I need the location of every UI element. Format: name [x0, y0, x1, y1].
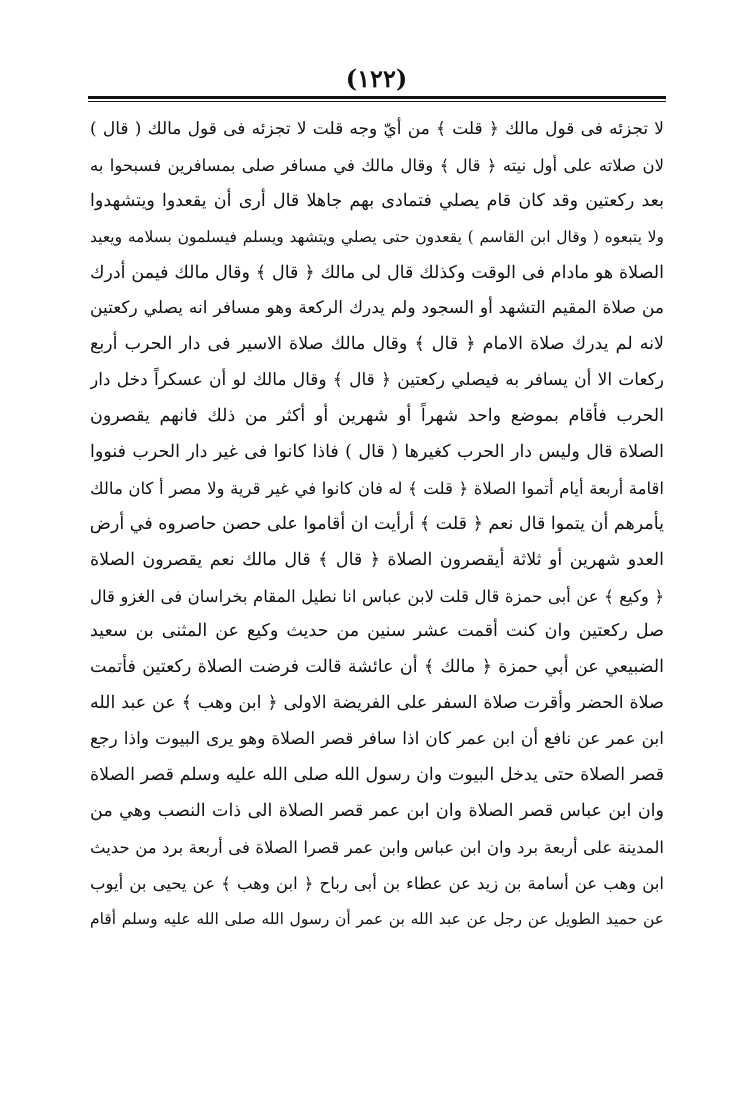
header-rule-thin	[88, 101, 666, 102]
text-line-20: وان ابن عباس قصر الصلاة وان ابن عمر قصر الصلاة الى ذات النصب وهي من	[90, 800, 664, 821]
text-line-18: ابن عمر عن نافع أن ابن عمر كان اذا سافر قصر الصلاة وهو يرى البيوت واذا رجع	[90, 729, 664, 750]
text-line-1: لا تجزئه فى قول مالك ﴿ قلت ﴾ من أيّ وجه قلت لا تجزئه فى قول مالك ( قال )	[90, 119, 664, 139]
text-line-10: الصلاة قال وليس دار الحرب كغيرها ( قال ) فاذا كانوا فى غير دار الحرب فنووا	[90, 442, 664, 463]
text-line-6: من صلاة المقيم التشهد أو السجود ولم يدرك الركعة وهو مسافر انه يصلي ركعتين	[90, 298, 664, 319]
text-line-23: عن حميد الطويل عن رجل عن عبد الله بن عمر أن رسول الله صلى الله عليه وسلم أقام	[90, 909, 664, 928]
text-line-12: يأمرهم أن يتموا قال نعم ﴿ قلت ﴾ أرأيت ان أقاموا على حصن حاصروه في أرض	[90, 513, 664, 534]
text-line-16: الضبيعي عن أبي حمزة ﴿ مالك ﴾ أن عائشة قالت فرضت الصلاة ركعتين فأتمت	[90, 657, 664, 678]
text-line-17: صلاة الحضر وأقرت صلاة السفر على الفريضة الاولى ﴿ ابن وهب ﴾ عن عبد الله	[90, 693, 664, 714]
text-line-2: لان صلاته على أول نيته ﴿ قال ﴾ وقال مالك في مسافر صلى بمسافرين فسبحوا به	[90, 155, 664, 175]
text-line-19: قصر الصلاة حتى يدخل البيوت وان رسول الله صلى الله عليه وسلم قصر الصلاة	[90, 765, 664, 786]
text-line-3: بعد ركعتين وقد كان قام يصلي فتمادى بهم جاهلا قال أرى أن يقعدوا ويتشهدوا	[90, 190, 664, 211]
text-line-15: صل ركعتين وان كنت أقمت عشر سنين من حديث وكيع عن المثنى بن سعيد	[90, 621, 664, 642]
text-line-7: لانه لم يدرك صلاة الامام ﴿ قال ﴾ وقال مالك صلاة الاسير فى دار الحرب أربع	[90, 334, 664, 355]
text-line-11: اقامة أربعة أيام أتموا الصلاة ﴿ قلت ﴾ له فان كانوا في غير قرية ولا مصر أ كان مالك	[90, 478, 664, 498]
header-rule-thick	[88, 96, 666, 99]
text-block	[90, 112, 664, 937]
text-line-22: ابن وهب عن أسامة بن زيد عن عطاء بن أبى رباح ﴿ ابن وهب ﴾ عن يحيى بن أيوب	[90, 873, 664, 893]
text-line-21: المدينة على أربعة برد وان ابن عباس وابن عمر قصرا الصلاة فى أربعة برد من حديث	[90, 837, 664, 857]
text-line-8: ركعات الا أن يسافر به فيصلي ركعتين ﴿ قال ﴾ وقال مالك لو أن عسكراً دخل دار	[90, 370, 664, 391]
page-number: (١٢٢)	[345, 64, 408, 93]
text-line-4: ولا يتبعوه ( وقال ابن القاسم ) يقعدون حتى يصلي ويتشهد ويسلم فيسلمون بسلامه ويعيد	[90, 227, 664, 246]
text-line-9: الحرب فأقام بموضع واحد شهراً أو شهرين أو أكثر من ذلك فانهم يقصرون	[90, 406, 664, 427]
text-line-13: العدو شهرين أو ثلاثة أيقصرون الصلاة ﴿ قال ﴾ قال مالك نعم يقصرون الصلاة	[90, 549, 664, 570]
text-line-14: ﴿ وكيع ﴾ عن أبى حمزة قال قلت لابن عباس انا نطيل المقام بخراسان فى الغزو قال	[90, 586, 664, 606]
text-line-5: الصلاة هو مادام فى الوقت وكذلك قال لى مالك ﴿ قال ﴾ وقال مالك فيمن أدرك	[90, 262, 664, 283]
